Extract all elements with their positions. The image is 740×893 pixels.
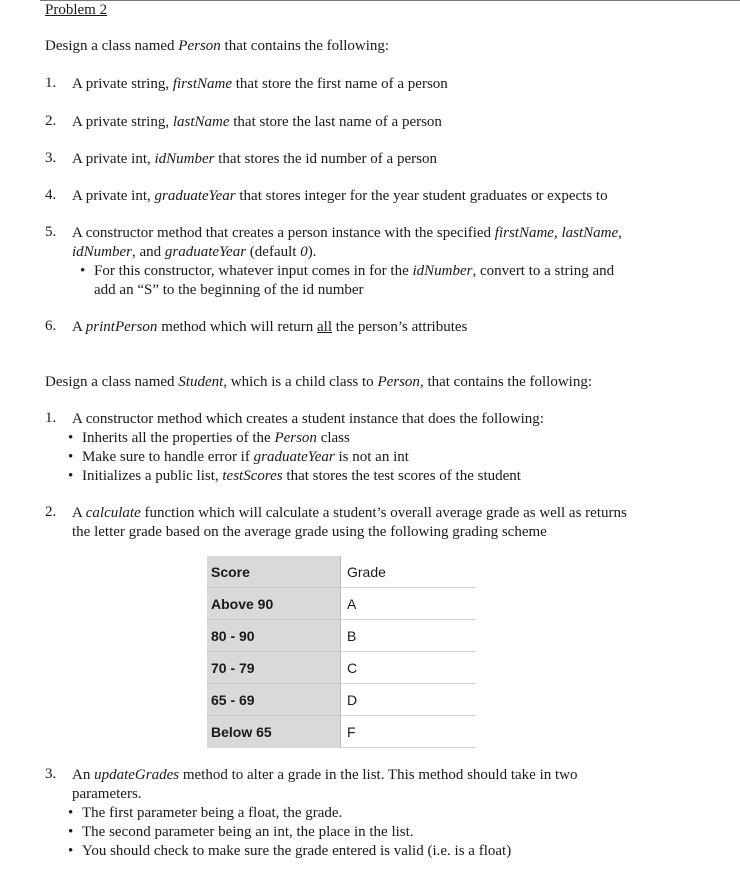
person-item-6-num: 6. [45, 318, 57, 334]
student-item-2-num: 2. [45, 504, 57, 520]
person-item-1: A private string, firstName that store the first name of a person [72, 76, 448, 92]
table-row [207, 684, 476, 716]
person-item-2: A private string, lastName that store the last name of a person [72, 114, 442, 130]
person-item-2-num: 2. [45, 113, 57, 129]
student-item-3-num: 3. [45, 766, 57, 782]
list-item: • Make sure to handle error if graduateYear is not an int [68, 448, 688, 467]
person-intro: Design a class named Person that contains the following: [45, 38, 390, 54]
person-item-5-bullets [80, 262, 680, 300]
table-row [207, 716, 476, 748]
table-header-row [207, 556, 476, 588]
grade-cell: B [341, 620, 477, 652]
student-item-3-bullets [68, 804, 688, 861]
grade-cell: D [341, 684, 477, 716]
list-item: • The first parameter being a float, the grade. [68, 804, 688, 823]
score-cell: 70 - 79 [207, 652, 341, 684]
student-item-1-bullets [68, 429, 688, 486]
problem-title: Problem 2 [45, 2, 108, 18]
grade-cell: A [341, 588, 477, 620]
table-row [207, 620, 476, 652]
person-item-6: A printPerson method which will return all the person’s attributes [72, 319, 468, 335]
list-item: • Initializes a public list, testScores that stores the test scores of the student [68, 467, 688, 486]
student-item-2: A calculate function which will calculate a student’s overall average grade as well as returns the letter grade based on the average grade using the following grading scheme [72, 505, 627, 540]
person-item-4: A private int, graduateYear that stores integer for the year student graduates or expects to [72, 188, 608, 204]
header-grade: Grade [341, 556, 477, 588]
grade-cell: F [341, 716, 477, 748]
person-item-5-num: 5. [45, 224, 57, 240]
person-item-3-num: 3. [45, 150, 57, 166]
student-item-1-num: 1. [45, 410, 57, 426]
score-cell: 65 - 69 [207, 684, 341, 716]
grading-table [207, 556, 476, 748]
list-item: • Inherits all the properties of the Person class [68, 429, 688, 448]
person-item-4-num: 4. [45, 187, 57, 203]
list-item: • For this constructor, whatever input comes in for the idNumber, convert to a string and add an “S” to the beginning of the id number [80, 262, 680, 300]
person-item-1-num: 1. [45, 75, 57, 91]
score-cell: Above 90 [207, 588, 341, 620]
person-item-3: A private int, idNumber that stores the id number of a person [72, 151, 437, 167]
table-row [207, 588, 476, 620]
person-item-5: A constructor method that creates a person instance with the specified firstName, lastName, idNumber, and graduateYear (default 0). [72, 225, 622, 260]
list-item: • The second parameter being an int, the place in the list. [68, 823, 688, 842]
table-row [207, 652, 476, 684]
list-item: • You should check to make sure the grade entered is valid (i.e. is a float) [68, 842, 688, 861]
grade-cell: C [341, 652, 477, 684]
score-cell: Below 65 [207, 716, 341, 748]
header-score: Score [207, 556, 341, 588]
student-item-1: A constructor method which creates a student instance that does the following: [72, 411, 544, 427]
student-intro: Design a class named Student, which is a child class to Person, that contains the following: [45, 374, 592, 390]
top-rule [40, 0, 740, 1]
student-item-3: An updateGrades method to alter a grade in the list. This method should take in two parameters. [72, 767, 578, 802]
score-cell: 80 - 90 [207, 620, 341, 652]
